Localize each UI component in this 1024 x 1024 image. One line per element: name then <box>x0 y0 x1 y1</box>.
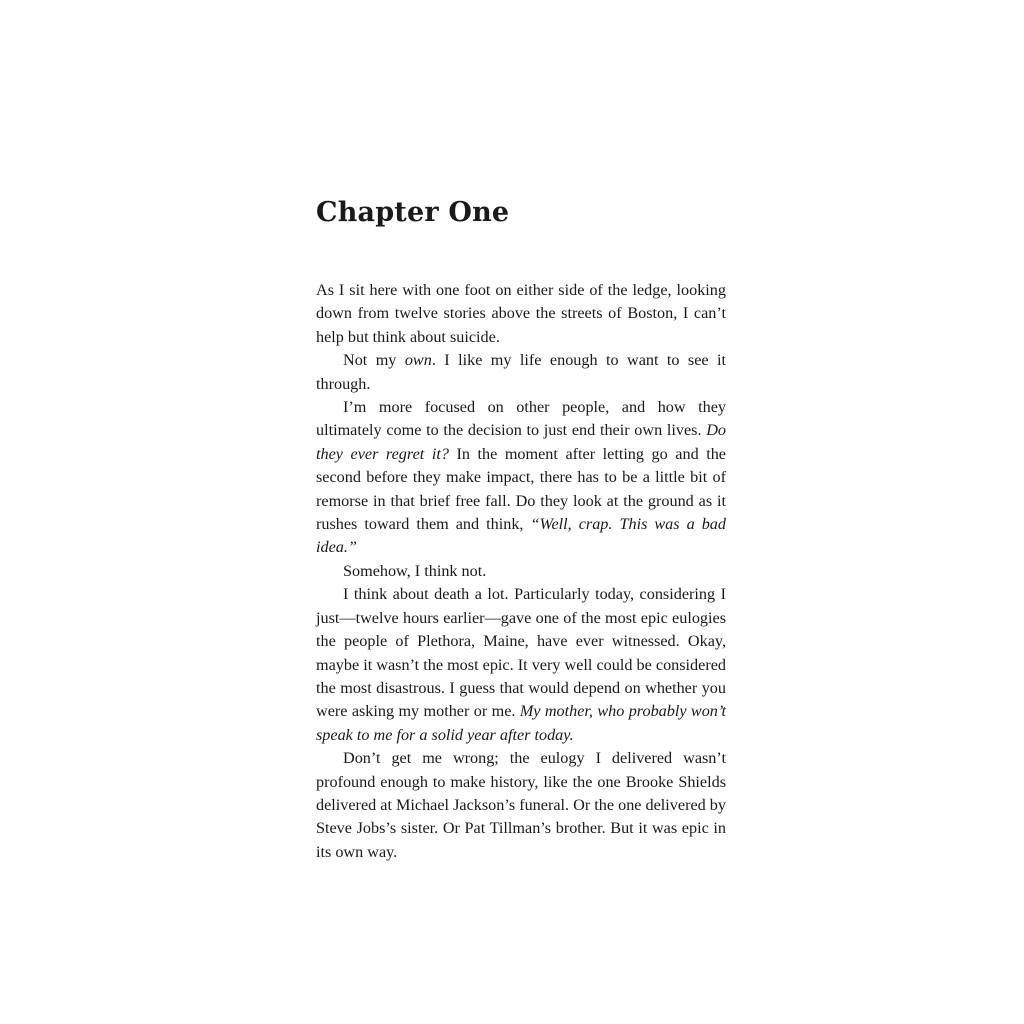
chapter-body <box>316 279 726 864</box>
text-run: I’m more focused on other people, and how they ultimately come to the decision to just end their own lives. <box>316 398 726 440</box>
text-run: As I sit here with one foot on either side of the ledge, looking down from twelve stories above the streets of Boston, I can’t help but think about suicide. <box>316 281 726 346</box>
italic-text: own <box>404 351 432 370</box>
book-page <box>316 0 726 1024</box>
paragraph <box>316 396 726 560</box>
paragraph <box>316 583 726 747</box>
paragraph <box>316 747 726 864</box>
text-run: In the moment after letting go and the second before they make impact, there has to be a little bit of remorse in that brief free fall. Do they look at the ground as it rushes toward them and think, <box>316 444 726 534</box>
paragraph <box>316 279 726 349</box>
chapter-title: Chapter One <box>316 197 510 228</box>
text-run: Not my <box>343 351 405 370</box>
italic-text: “Well, crap. This was a bad idea.” <box>316 515 726 557</box>
text-run: Don’t get me wrong; the eulogy I delivered wasn’t profound enough to make history, like the one Brooke Shields delivered at Michael Jackson’s funeral. Or the one delivered by Steve Jobs’s sister. Or Pat Tillman’s brother. But it was epic in its own way. <box>316 749 726 861</box>
paragraph <box>316 349 726 396</box>
italic-text: Do they ever regret it? <box>316 421 726 463</box>
text-run: Somehow, I think not. <box>343 561 487 580</box>
text-run: . I like my life enough to want to see it through. <box>316 351 727 393</box>
italic-text: My mother, who probably won’t speak to me for a solid year after today. <box>316 702 726 744</box>
text-run: I think about death a lot. Particularly today, considering I just—twelve hours earlier—gave one of the most epic eulogies the people of Plethora, Maine, have ever witnessed. Okay, maybe it wasn’t the most epic. It very well could be considered the most disastrous. I guess that would depend on whether you were asking my mother or me. <box>316 585 726 721</box>
paragraph <box>316 560 726 583</box>
